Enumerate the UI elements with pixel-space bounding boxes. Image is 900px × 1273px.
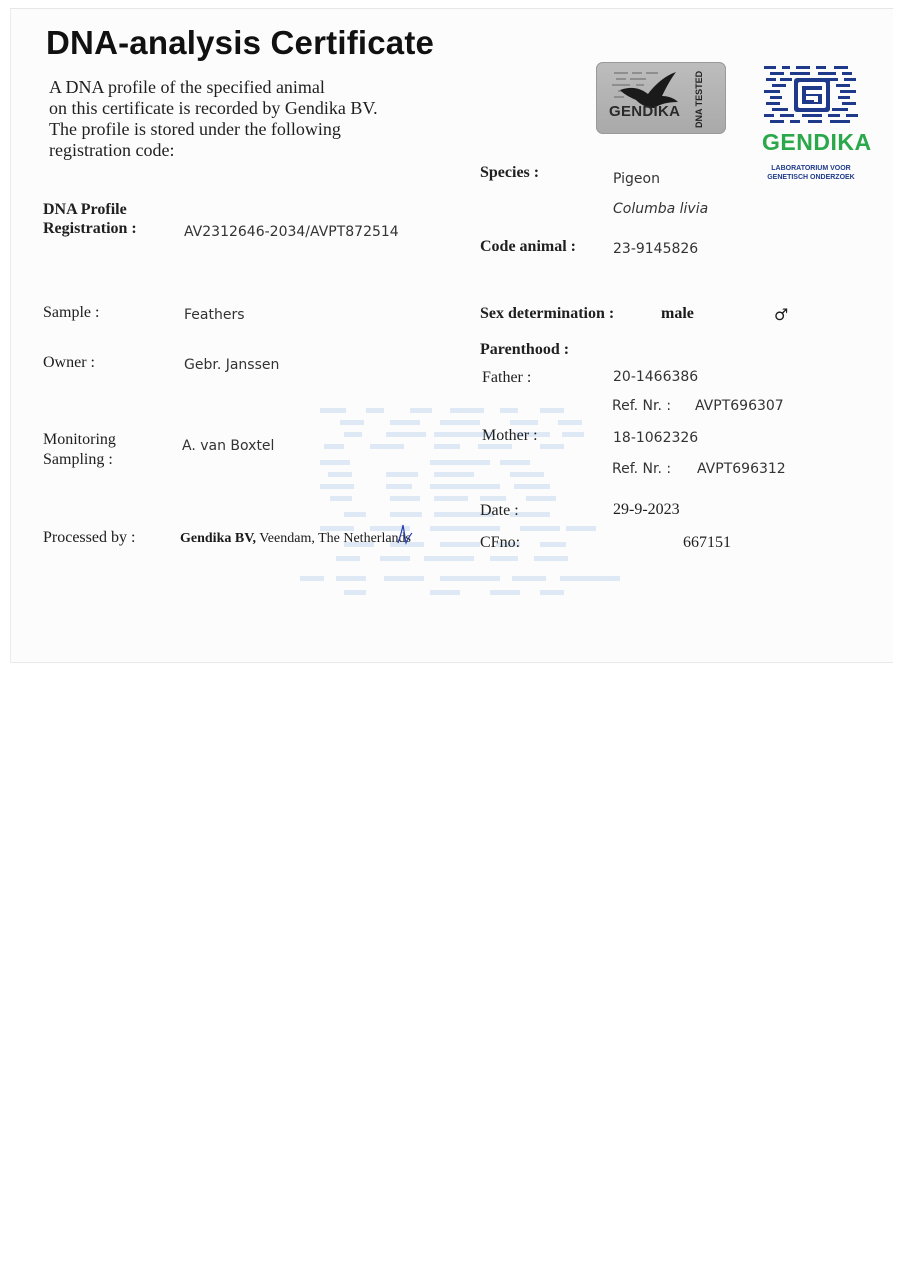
monitoring-label-1: Monitoring [43,431,116,448]
stamp-dna-tested: DNA TESTED [694,70,704,128]
mother-ref-value: AVPT696312 [697,461,786,477]
intro-line-1: A DNA profile of the specified animal [49,77,325,97]
sex-label: Sex determination : [480,305,615,322]
species-label: Species : [480,164,540,181]
species-latin: Columba livia [613,201,709,217]
lab-logo-subtitle [758,164,864,182]
registration-label-1: DNA Profile [43,201,127,218]
stamp-brand: GENDIKA [609,103,681,120]
processed-company: Gendika BV, [180,531,256,546]
date-label: Date : [480,502,519,519]
owner-value: Gebr. Janssen [184,357,280,373]
processed-label: Processed by : [43,529,136,546]
father-ref-value: AVPT696307 [695,398,784,414]
owner-label: Owner : [43,354,95,371]
code-animal-label: Code animal : [480,238,576,255]
sample-value: Feathers [184,307,245,323]
intro-line-4: registration code: [49,140,175,160]
code-animal-value: 23-9145826 [613,241,699,257]
sample-label: Sample : [43,304,100,321]
lab-logo-subtitle-line-1: LABORATORIUM VOOR [771,165,851,172]
mother-label: Mother : [482,427,538,444]
registration-value: AV2312646-2034/AVPT872514 [184,224,399,240]
mother-value: 18-1062326 [613,430,699,446]
registration-label-2: Registration : [43,220,137,237]
mother-ref-label: Ref. Nr. : [612,461,672,477]
watermark-dna-icon [300,405,630,600]
sex-value: male [661,305,694,322]
signature-mark [396,523,414,547]
processed-location: Veendam, The Netherlands [256,531,411,546]
date-value: 29-9-2023 [613,501,680,518]
male-symbol-icon: ♂ [774,305,789,324]
certificate-title: DNA-analysis Certificate [46,24,435,61]
lab-logo-name: GENDIKA [762,129,872,155]
monitoring-label-2: Sampling : [43,451,113,468]
cfno-value: 667151 [683,534,731,551]
monitoring-value: A. van Boxtel [182,438,275,454]
father-label: Father : [482,369,532,386]
parenthood-label: Parenthood : [480,341,570,358]
intro-line-3: The profile is stored under the following [49,119,341,139]
father-value: 20-1466386 [613,369,699,385]
processed-value [180,531,411,547]
intro-line-2: on this certificate is recorded by Gendika BV. [49,98,378,118]
cfno-label: CFno: [480,534,521,551]
dna-barcode-icon [762,64,862,126]
species-common: Pigeon [613,171,660,187]
father-ref-label: Ref. Nr. : [612,398,672,414]
dna-tested-stamp [596,62,726,134]
lab-logo-subtitle-line-2: GENETISCH ONDERZOEK [767,174,855,181]
